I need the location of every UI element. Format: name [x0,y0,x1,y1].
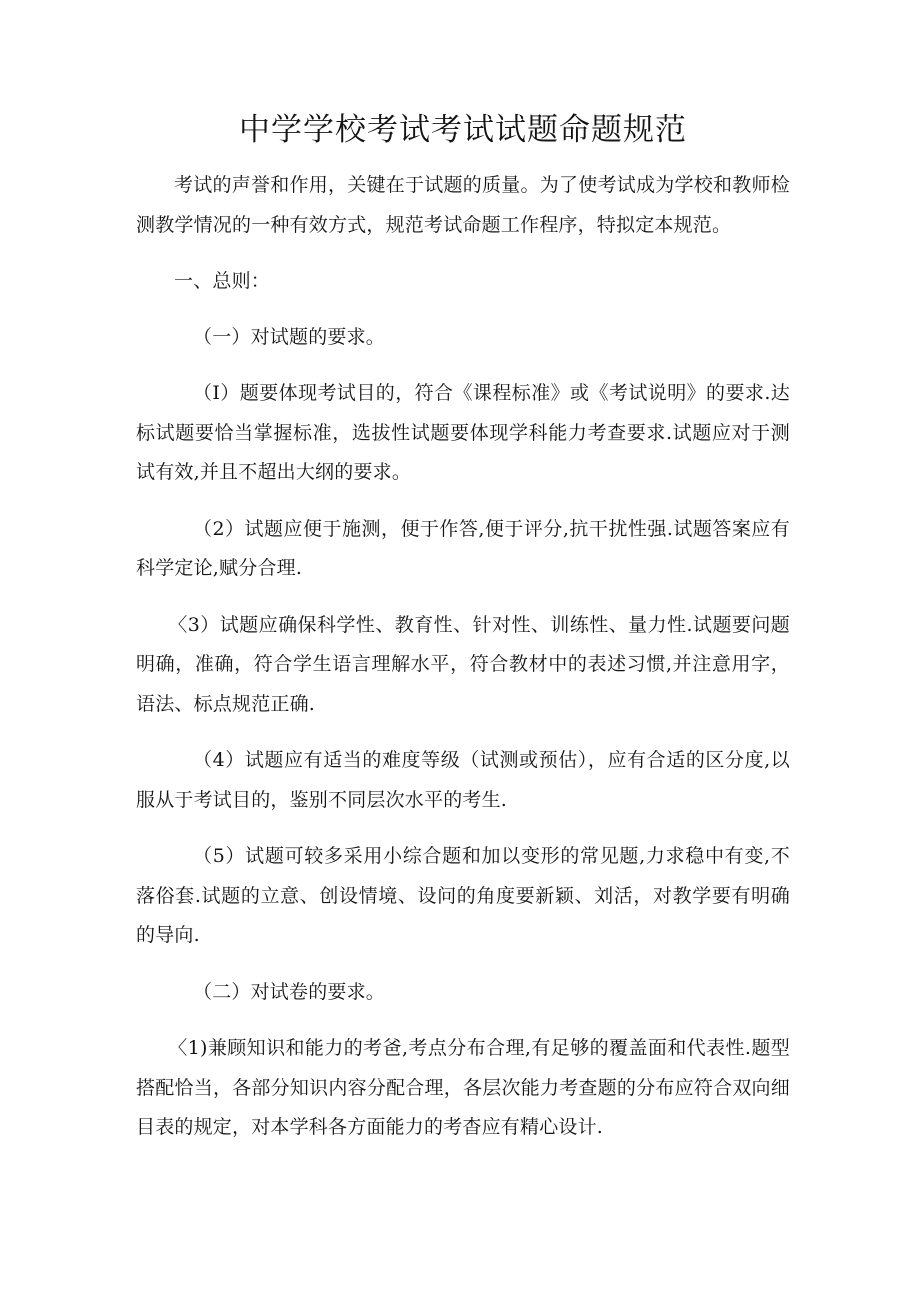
requirement-item-5: （5）试题可较多采用小综合题和加以变形的常见题,力求稳中有变,不落俗套.试题的立意、创设情境、设问的角度要新颖、刘活，对教学要有明确的导向. [136,845,790,946]
requirement-item-4: （4）试题应有适当的难度等级（试测或预估），应有合适的区分度,以服从于考试目的，鉴别不同层次水平的考生. [136,749,790,811]
requirement-item-2: （2）试题应便于施测，便于作答,便于评分,抗干扰性强.试题答案应有科学定论,赋分合理. [136,517,790,579]
subsection-heading-question-requirements: （一）对试题的要求。 [193,325,386,348]
section-heading-general: 一、总则： [174,270,271,292]
subsection-heading-paper-requirements: （二）对试卷的要求。 [193,980,386,1003]
requirement-item-3: 〈3）试题应确保科学性、教育性、针对性、训练性、量力性.试题要问题明确，准确，符合学生语言理解水平，符合教材中的表述习惯,并注意用字，语法、标点规范正确. [136,613,790,715]
intro-paragraph: 考试的声誉和作用，关键在于试题的质量。为了使考试成为学校和教师检测教学情况的一种有效方式，规范考试命题工作程序，特拟定本规范。 [136,174,790,236]
requirement-item-1: （I）题要体现考试目的，符合《课程标准》或《考试说明》的要求.达标试题要恰当掌握标准，选拔性试题要体现学科能力考查要求.试题应对于测试有效,并且不超出大纲的要求。 [136,382,790,483]
paper-requirement-item-1: 〈1)兼顾知识和能力的考爸,考点分布合理,有足够的覆盖面和代表性.题型搭配恰当，各部分知识内容分配合理，各层次能力考查题的分布应符合双向细目表的规定，对本学科各方面能力的考杳应有精心设计. [136,1037,790,1138]
document-title: 中学学校考试考试试题命题规范 [239,112,687,148]
